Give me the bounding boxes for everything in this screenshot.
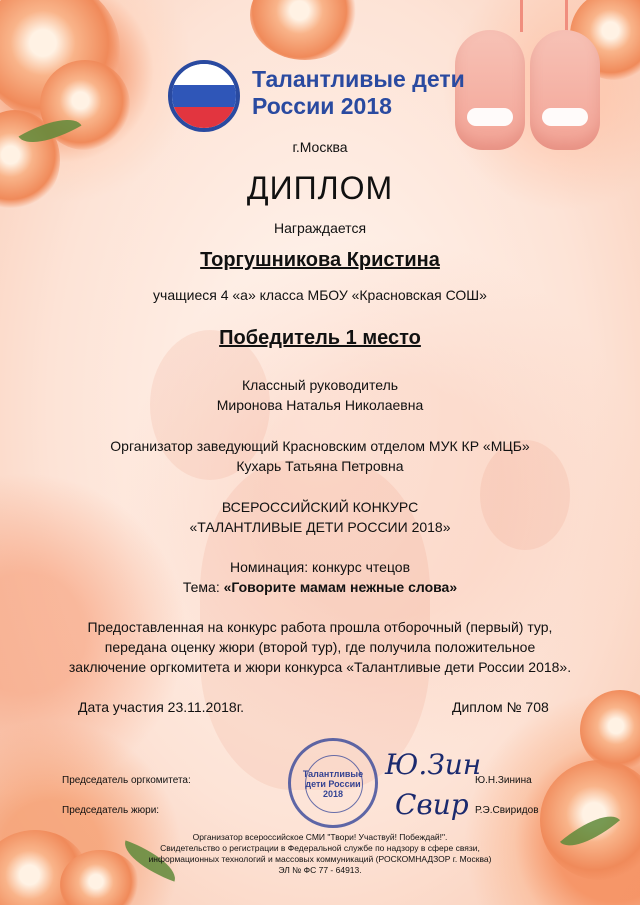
nomination-block	[0, 557, 640, 597]
shoe-string	[520, 0, 523, 32]
jury-chair-name: Р.Э.Свиридов	[475, 805, 539, 816]
diploma-number: Диплом № 708	[452, 699, 549, 715]
organizer-block	[0, 436, 640, 476]
committee-chair-name: Ю.Н.Зинина	[475, 775, 532, 786]
logo-title: Талантливые дети России 2018	[252, 66, 465, 119]
supervisor-label: Классный руководитель	[241, 377, 399, 393]
shoe-string	[565, 0, 568, 32]
body-text: Предоставленная на конкурс работа прошла отборочный (первый) тур, передана оценку жюри (второй тур), где получила положительное заключение оргкомитета и жюри конкурса «Талантливые дети России 2018».	[68, 619, 572, 675]
jury-chair-label: Председатель жюри:	[62, 805, 160, 816]
rose-decoration	[540, 760, 640, 880]
contest-block	[0, 497, 640, 537]
theme: Тема: «Говорите мамам нежные слова»	[182, 579, 458, 595]
diploma-title: ДИПЛОМ	[246, 170, 394, 206]
footer-registration: Организатор всероссийское СМИ "Твори! Участвуй! Побеждай!". Свидетельство о регистрации в Федеральной службе по надзору в сфере связи, информационных технологий и массовых коммуникаций (РОСКОМНАДЗОР г. Москва) ЭЛ № ФС 77 - 64913.	[148, 832, 492, 875]
awarded-label: Награждается	[273, 220, 367, 236]
jury-signature: Свир	[395, 788, 469, 821]
contest-line1: ВСЕРОССИЙСКИЙ КОНКУРС	[221, 499, 419, 515]
rose-decoration	[250, 0, 360, 60]
supervisor-name: Миронова Наталья Николаевна	[216, 397, 424, 413]
recipient-details: учащиеся 4 «а» класса МБОУ «Красновская СОШ»	[153, 287, 487, 303]
supervisor-block	[0, 375, 640, 415]
participation-date: Дата участия 23.11.2018г.	[78, 699, 244, 715]
recipient-name: Торгушникова Кристина	[200, 249, 440, 271]
baby-shoe-decoration	[530, 30, 600, 150]
russia-flag-logo-icon	[168, 60, 240, 132]
committee-chair-label: Председатель оргкомитета:	[62, 775, 191, 786]
place-title: Победитель 1 место	[219, 327, 421, 349]
official-stamp: Талантливые дети России 2018	[288, 738, 378, 828]
organizer-name: Кухарь Татьяна Петровна	[236, 458, 404, 474]
city: г.Москва	[292, 139, 348, 155]
contest-line2: «ТАЛАНТЛИВЫЕ ДЕТИ РОССИИ 2018»	[189, 519, 451, 535]
nomination: Номинация: конкурс чтецов	[229, 559, 411, 575]
committee-signature: Ю.Зин	[385, 748, 482, 781]
organizer-label: Организатор заведующий Красновским отделом МУК КР «МЦБ»	[110, 438, 530, 454]
rose-decoration	[580, 690, 640, 770]
